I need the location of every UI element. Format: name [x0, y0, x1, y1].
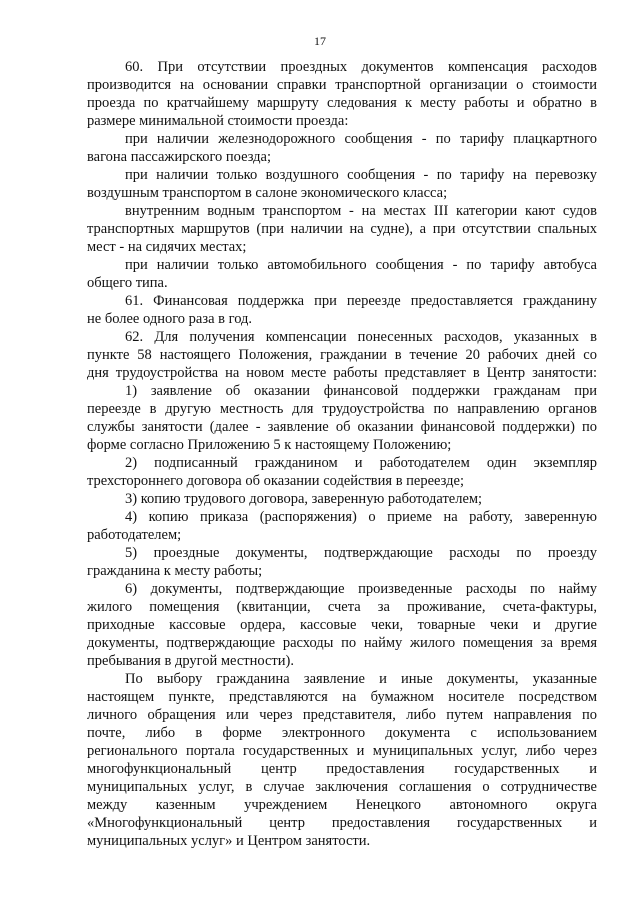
- text-line: форме согласно Приложению 5 к настоящему Положению;: [87, 437, 452, 453]
- text-line: при наличии только воздушного сообщения - по тарифу на перевозку: [125, 167, 597, 183]
- text-line: регионального портала государственных и муниципальных услуг, либо через: [87, 743, 597, 759]
- text-line: производится на основании справки транспортной организации о стоимости: [87, 77, 597, 93]
- text-line: гражданина к месту работы;: [87, 563, 263, 579]
- text-line: 61. Финансовая поддержка при переезде предоставляется гражданину: [125, 293, 597, 309]
- text-line: внутренним водным транспортом - на местах III категории кают судов: [125, 203, 597, 219]
- text-line: личного обращения или через представителя, либо путем направления по: [87, 707, 597, 723]
- text-line: документы, подтверждающие расходы по найму жилого помещения за время: [87, 635, 597, 651]
- text-line: транспортных маршрутов (при наличии на судне), а при отсутствии спальных: [87, 221, 597, 237]
- text-line: переезде в другую местность для трудоустройства по направлению органов: [87, 401, 597, 417]
- text-line: пункте 58 настоящего Положения, граждании в течение 20 рабочих дней со: [87, 347, 597, 363]
- text-line: приходные кассовые ордера, кассовые чеки, товарные чеки и другие: [87, 617, 597, 633]
- text-line: «Многофункциональный центр предоставления государственных и: [87, 815, 597, 831]
- text-line: пребывания в другой местности).: [87, 653, 294, 669]
- text-line: воздушным транспортом в салоне экономического класса;: [87, 185, 448, 201]
- page-number: 17: [314, 34, 326, 48]
- text-line: муниципальных услуг, в случае заключения соглашения о сотрудничестве: [87, 779, 597, 795]
- text-line: 6) документы, подтверждающие произведенные расходы по найму: [125, 581, 597, 597]
- text-line: вагона пассажирского поезда;: [87, 149, 272, 165]
- text-line: 62. Для получения компенсации понесенных расходов, указанных в: [125, 329, 597, 345]
- text-line: службы занятости (далее - заявление об оказании финансовой поддержки) по: [87, 419, 597, 435]
- text-line: 60. При отсутствии проездных документов компенсация расходов: [125, 59, 597, 75]
- text-line: не более одного раза в год.: [87, 311, 253, 327]
- text-line: между казенным учреждением Ненецкого автономного округа: [87, 797, 597, 813]
- text-line: дня трудоустройства на новом месте работы представляет в Центр занятости:: [87, 365, 597, 381]
- text-line: настоящем пункте, представляются на бумажном носителе посредством: [87, 689, 597, 705]
- text-line: 3) копию трудового договора, заверенную работодателем;: [125, 491, 483, 507]
- text-line: трехстороннего договора об оказании содействия в переезде;: [87, 473, 464, 489]
- text-line: муниципальных услуг» и Центром занятости.: [87, 833, 371, 849]
- text-line: размере минимальной стоимости проезда:: [87, 113, 349, 129]
- text-line: жилого помещения (квитанции, счета за проживание, счета-фактуры,: [87, 599, 597, 615]
- text-line: при наличии железнодорожного сообщения - по тарифу плацкартного: [125, 131, 597, 147]
- text-line: при наличии только автомобильного сообщения - по тарифу автобуса: [125, 257, 597, 273]
- text-line: почте, либо в форме электронного документа с использованием: [87, 725, 597, 741]
- document-body: [87, 59, 597, 851]
- text-line: многофункциональный центр предоставления государственных и: [87, 761, 597, 777]
- text-line: мест - на сидячих местах;: [87, 239, 247, 255]
- text-line: 2) подписанный гражданином и работодателем один экземпляр: [125, 455, 597, 471]
- text-line: проезда по кратчайшему маршруту следования к месту работы и обратно в: [87, 95, 597, 111]
- text-line: 1) заявление об оказании финансовой поддержки гражданам при: [125, 383, 597, 399]
- text-line: 5) проездные документы, подтверждающие расходы по проезду: [125, 545, 597, 561]
- text-line: По выбору гражданина заявление и иные документы, указанные: [125, 671, 597, 687]
- text-line: общего типа.: [87, 275, 168, 291]
- text-line: работодателем;: [87, 527, 182, 543]
- text-line: 4) копию приказа (распоряжения) о приеме на работу, заверенную: [125, 509, 597, 525]
